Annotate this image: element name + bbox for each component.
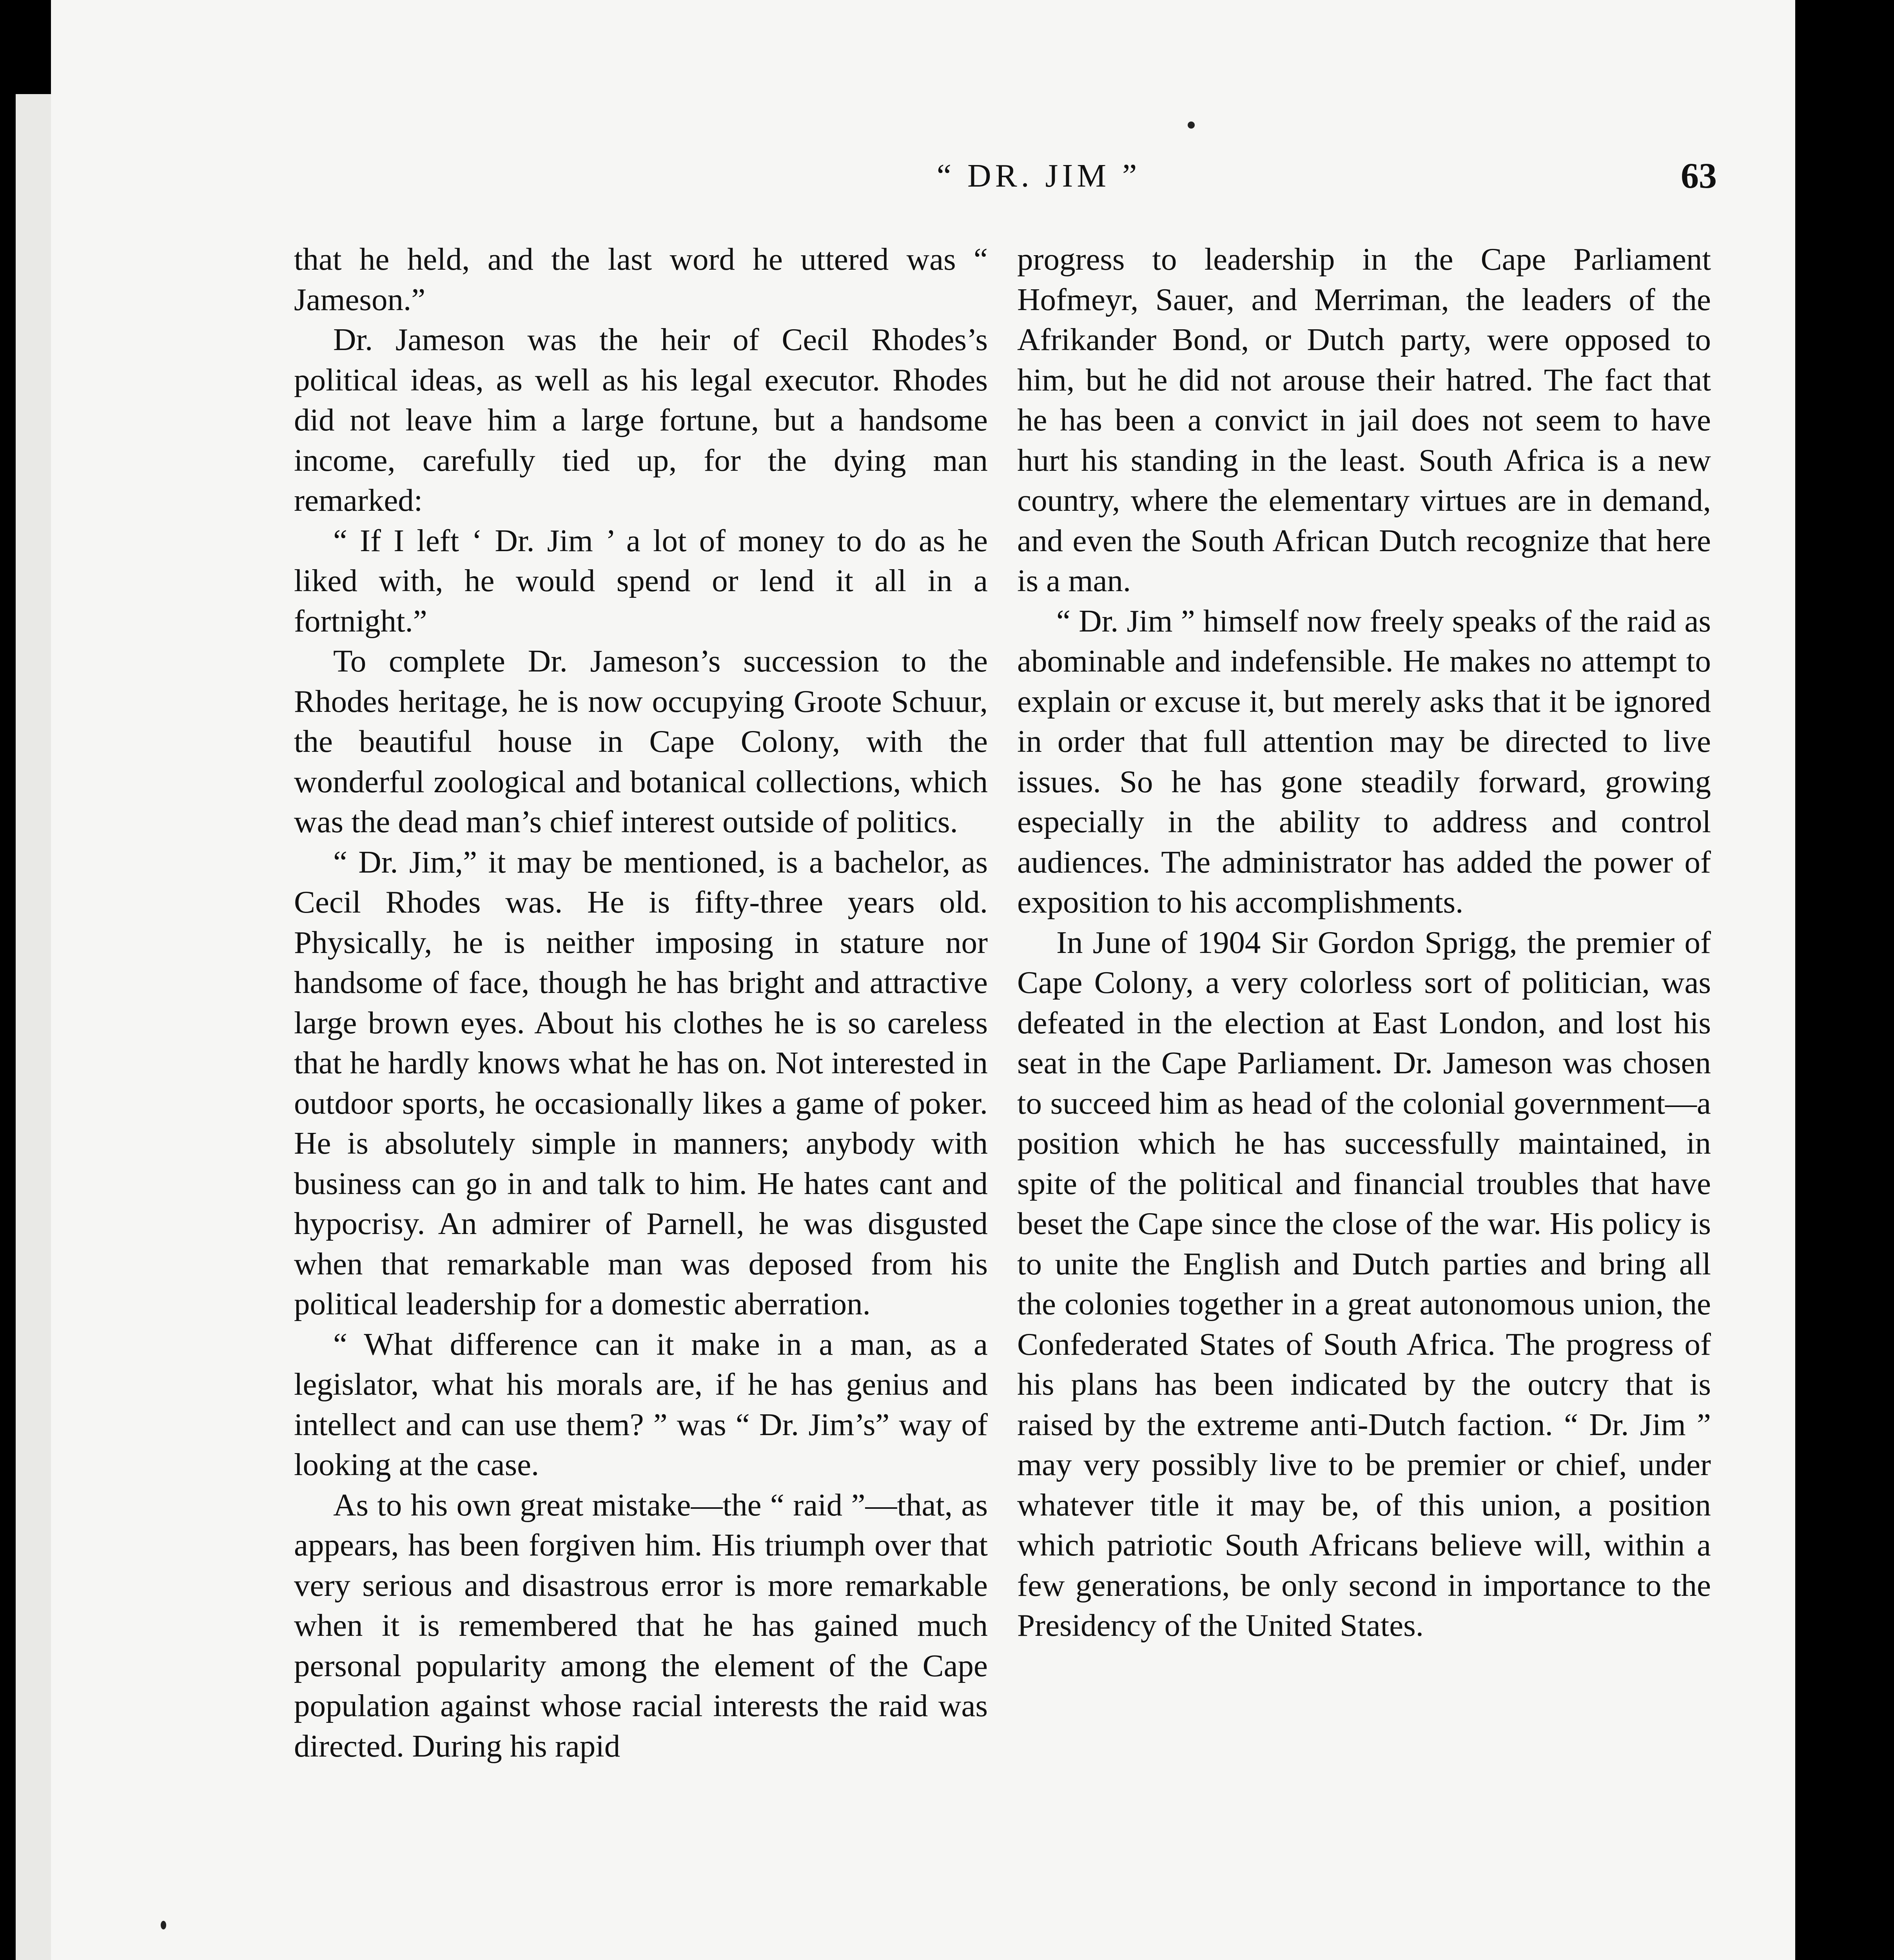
paragraph: To complete Dr. Jameson’s succession to the Rhodes heritage, he is now occupying Groote Schuur, the beautiful house in Cape Colony, with the wonderful zoological and botanical collections, which was the dead man’s chief interest outside of politics.: [294, 643, 988, 839]
facing-page-edge: [16, 94, 56, 1960]
paragraph: “ If I left ‘ Dr. Jim ’ a lot of money to do as he liked with, he would spend or lend it all in a fortnight.”: [294, 523, 988, 639]
scan-right-border: [1795, 0, 1894, 1960]
scan-speck: [1188, 122, 1195, 129]
paragraph: that he held, and the last word he uttered was “ Jameson.”: [294, 241, 988, 317]
paragraph: As to his own great mistake—the “ raid ”—that, as appears, has been forgiven him. His triumph over that very serious and disastrous error is more remarkable when it is remembered that he has gained much personal popularity among the element of the Cape population against whose racial interests the raid was directed. During his rapid: [294, 1487, 988, 1764]
left-column: [294, 239, 988, 1766]
paragraph: “ What difference can it make in a man, as a legislator, what his morals are, if he has genius and intellect and can use them? ” was “ Dr. Jim’s” way of looking at the case.: [294, 1326, 988, 1482]
running-title: “ DR. JIM ”: [936, 158, 1141, 194]
paragraph: progress to leadership in the Cape Parliament Hofmeyr, Sauer, and Merriman, the leaders of the Afrikander Bond, or Dutch party, were opposed to him, but he did not arouse their hatred. The fact that he has been a convict in jail does not seem to have hurt his standing in the least. South Africa is a new country, where the elementary virtues are in demand, and even the South African Dutch recognize that here is a man.: [1017, 241, 1711, 598]
page-number: 63: [1681, 156, 1717, 196]
paragraph: “ Dr. Jim ” himself now freely speaks of the raid as abominable and indefensible. He makes no attempt to explain or excuse it, but merely asks that it be ignored in order that full attention may be directed to live issues. So he has gone steadily forward, growing especially in the ability to address and control audiences. The administrator has added the power of exposition to his accomplishments.: [1017, 603, 1711, 920]
paragraph: Dr. Jameson was the heir of Cecil Rhodes’s political ideas, as well as his legal executor. Rhodes did not leave him a large fortune, but a handsome income, carefully tied up, for the dying man remarked:: [294, 322, 988, 518]
scan-speck: [161, 1921, 166, 1929]
paragraph: “ Dr. Jim,” it may be mentioned, is a bachelor, as Cecil Rhodes was. He is fifty-three years old. Physically, he is neither imposing in stature nor handsome of face, though he has bright and attractive large brown eyes. About his clothes he is so careless that he hardly knows what he has on. Not interested in outdoor sports, he occasionally likes a game of poker. He is absolutely simple in manners; anybody with business can go in and talk to him. He hates cant and hypocrisy. An admirer of Parnell, he was disgusted when that remarkable man was deposed from his political leadership for a domestic aberration.: [294, 844, 988, 1321]
paragraph: In June of 1904 Sir Gordon Sprigg, the premier of Cape Colony, a very colorless sort of politician, was defeated in the election at East London, and lost his seat in the Cape Parliament. Dr. Jameson was chosen to succeed him as head of the colonial government—a position which he has successfully maintained, in spite of the political and financial troubles that have beset the Cape since the close of the war. His policy is to unite the English and Dutch parties and bring all the colonies together in a great autonomous union, the Confederated States of South Africa. The progress of his plans has been indicated by the outcry that is raised by the extreme anti-Dutch faction. “ Dr. Jim ” may very possibly live to be premier or chief, under whatever title it may be, of this union, a position which patriotic South Africans believe will, within a few generations, be only second in importance to the Presidency of the United States.: [1017, 924, 1711, 1643]
right-column: [1017, 239, 1711, 1646]
